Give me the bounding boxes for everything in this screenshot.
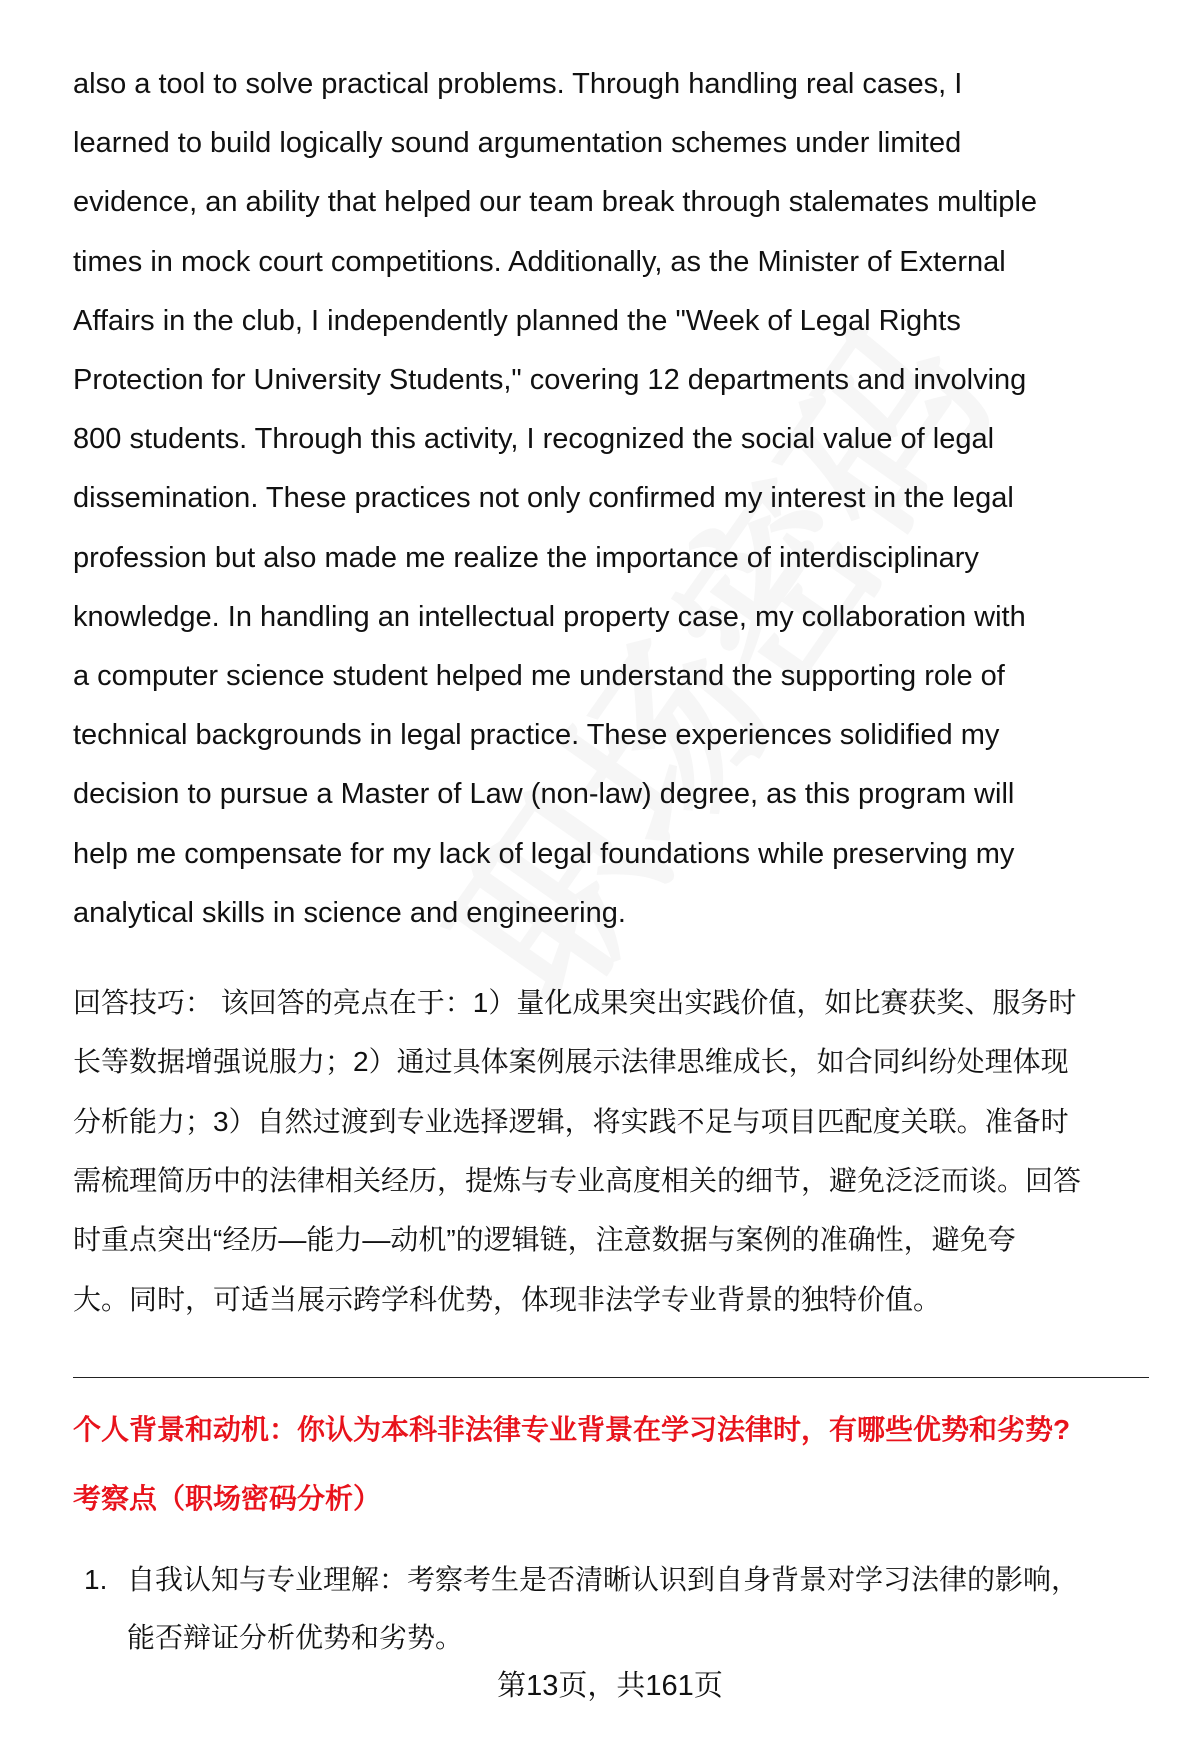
body-line: times in mock court competitions. Additionally, as the Minister of External	[73, 245, 1006, 278]
page-number: 第13页，共161页	[497, 1670, 723, 1702]
tips-line: 大。同时，可适当展示跨学科优势，体现非法学专业背景的独特价值。	[73, 1283, 942, 1315]
body-line: 800 students. Through this activity, I recognized the social value of legal	[73, 423, 995, 456]
body-line: technical backgrounds in legal practice. These experiences solidified my	[73, 719, 1000, 752]
tips-line: 回答技巧： 该回答的亮点在于：1）量化成果突出实践价值，如比赛获奖、服务时	[73, 987, 1077, 1018]
section-divider	[73, 1377, 1149, 1378]
body-line: also a tool to solve practical problems. Through handling real cases, I	[73, 68, 963, 100]
body-line: evidence, an ability that helped our team break through stalemates multiple	[73, 186, 1038, 219]
question-title: 个人背景和动机：你认为本科非法律专业背景在学习法律时，有哪些优势和劣势?	[73, 1414, 1071, 1445]
tips-line: 需梳理简历中的法律相关经历，提炼与专业高度相关的细节，避免泛泛而谈。回答	[73, 1164, 1082, 1196]
list-item-number: 1.	[84, 1564, 108, 1595]
list-item-text-continued: 能否辩证分析优势和劣势。	[127, 1622, 464, 1653]
list-item-text: 自我认知与专业理解：考察考生是否清晰认识到自身背景对学习法律的影响，	[127, 1564, 1080, 1595]
tips-line: 长等数据增强说服力；2）通过具体案例展示法律思维成长，如合同纠纷处理体现	[73, 1046, 1069, 1078]
body-line: a computer science student helped me understand the supporting role of	[73, 660, 1005, 692]
body-line: profession but also made me realize the importance of interdisciplinary	[73, 541, 979, 574]
tips-line: 时重点突出“经历—能力—动机”的逻辑链，注意数据与案例的准确性，避免夸	[73, 1224, 1016, 1256]
body-line: knowledge. In handling an intellectual property case, my collaboration with	[73, 600, 1026, 633]
body-line: analytical skills in science and engineering.	[73, 896, 626, 929]
section-title: 考察点（职场密码分析）	[73, 1483, 382, 1514]
body-line: help me compensate for my lack of legal foundations while preserving my	[73, 837, 1015, 870]
body-line: decision to pursue a Master of Law (non-law) degree, as this program will	[73, 778, 1015, 811]
body-line: Protection for University Students," covering 12 departments and involving	[73, 364, 1027, 396]
body-line: dissemination. These practices not only confirmed my interest in the legal	[73, 482, 1014, 515]
tips-line: 分析能力；3）自然过渡到专业选择逻辑，将实践不足与项目匹配度关联。准备时	[73, 1105, 1069, 1137]
body-line: learned to build logically sound argumentation schemes under limited	[73, 127, 962, 160]
body-line: Affairs in the club, I independently planned the "Week of Legal Rights	[73, 304, 961, 337]
